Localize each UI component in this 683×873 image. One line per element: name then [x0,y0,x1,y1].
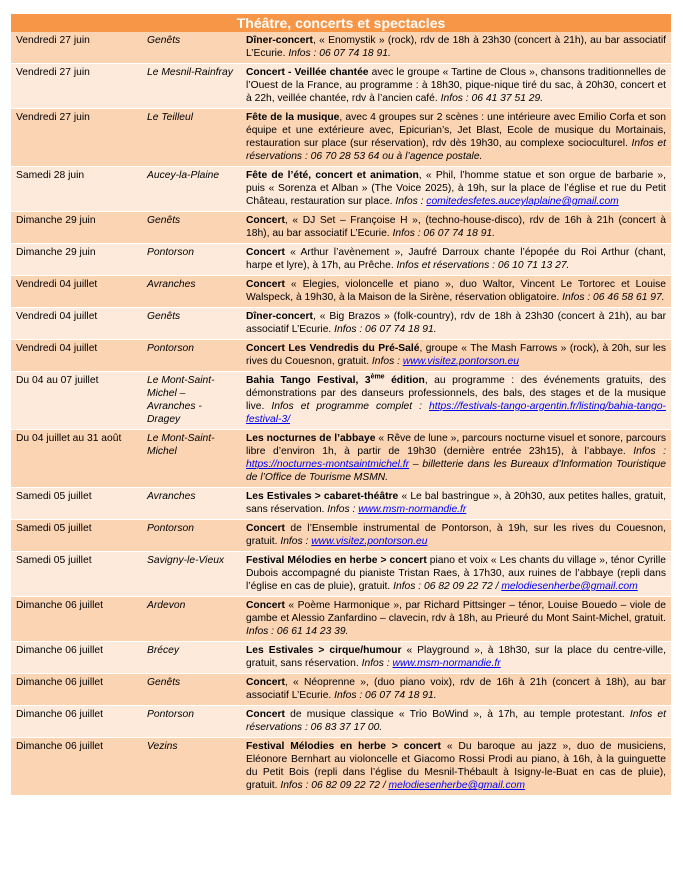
event-text: « Rêve de lune », parcours nocturne visuel et sonore, parcours libre d’environ 1h, à partir de 19h30 (dernière entrée 23h15), à l’abbaye. [246,433,666,457]
event-name: Festival Mélodies en herbe > concert [246,741,441,752]
event-info: Infos : [361,658,393,669]
section-title: Théâtre, concerts et spectacles [11,14,671,32]
event-place: Le Mont-Saint-Michel [142,430,241,488]
event-info: Infos : [280,536,312,547]
table-row [11,32,671,64]
event-info: Infos : 06 07 74 18 91. [334,324,437,335]
event-info: Infos : [327,504,359,515]
event-info: Infos : 06 82 09 22 72 / [393,581,502,592]
event-name: Les Estivales > cirque/humour [246,645,402,656]
event-text: de musique classique « Trio BoWind », à 17h, au temple protestant. [284,709,630,720]
event-name: Concert [246,523,285,534]
event-date: Samedi 05 juillet [11,488,142,520]
event-description [241,552,671,597]
event-place: Ardevon [142,597,241,642]
event-info: – billetterie dans les Bureaux d’Information Touristique de l’Office de Tourisme MSMN. [246,459,666,483]
table-row [11,167,671,212]
info-link[interactable]: www.visitez.pontorson.eu [311,536,428,547]
event-description [241,276,671,308]
event-description [241,212,671,244]
event-name: Les nocturnes de l’abbaye [246,433,376,444]
superscript-text: ème [370,373,385,381]
event-text: , « Big Brazos » (folk-country), rdv de 18h à 23h30 (concert à 21h), au bar associatif L’Ecurie. [246,311,666,335]
event-text: , « Phil, l’homme statue et son orgue de barbarie », puis « Sorenza et Alban » (The Voice 2025), à 19h, sur la place de l’église et rue du Petit Château, restauration sur place. [246,170,666,207]
info-link[interactable]: www.visitez.pontorson.eu [402,356,520,367]
event-name: Concert [246,247,285,258]
event-info: Infos : 06 82 09 22 72 / [280,780,389,791]
event-date: Vendredi 04 juillet [11,276,142,308]
info-link[interactable]: melodiesenherbe@gmail.com [388,780,525,791]
event-place: Pontorson [142,340,241,372]
table-row [11,64,671,109]
event-place: Genêts [142,212,241,244]
table-row [11,674,671,706]
event-date: Dimanche 06 juillet [11,706,142,738]
event-place: Genêts [142,308,241,340]
event-name: Les Estivales > cabaret-théâtre [246,491,399,502]
event-date: Samedi 28 juin [11,167,142,212]
event-description [241,642,671,674]
event-date: Vendredi 27 juin [11,64,142,109]
event-text: de l’Ensemble instrumental de Pontorson, à 19h, sur les rives du Couesnon, gratuit. [246,523,666,547]
event-description [241,109,671,167]
event-date: Dimanche 06 juillet [11,642,142,674]
table-row [11,244,671,276]
event-date: Dimanche 29 juin [11,244,142,276]
event-place: Vezins [142,738,241,796]
events-page [11,14,671,796]
events-table [11,32,671,796]
table-row [11,109,671,167]
event-name: Concert [246,600,285,611]
table-row [11,642,671,674]
event-info: Infos : 06 07 74 18 91. [392,228,496,239]
event-description [241,430,671,488]
event-date: Vendredi 27 juin [11,109,142,167]
event-place: Aucey-la-Plaine [142,167,241,212]
event-name: Dîner-concert [246,35,313,46]
table-row [11,520,671,552]
event-text: « Poème Harmonique », par Richard Pittsinger – ténor, Louise Bouedo – viole de gambe et Alessio Zanfardino – clavecin, rdv à 18h, au Prieuré du Mont Saint-Michel, gratuit. [246,600,666,624]
event-place: Brécey [142,642,241,674]
event-info: Infos et programme complet : [271,401,430,412]
event-place: Avranches [142,488,241,520]
table-row [11,597,671,642]
event-text: , « DJ Set – Françoise H », (techno-house-disco), rdv de 16h à 21h (concert à 18h), au bar associatif L’Ecurie. [246,215,666,239]
info-link[interactable]: https://festivals-tango-argentin.fr/listing/bahia-tango-festival-3/ [246,401,666,425]
event-info: Infos : [633,446,666,457]
event-text: « Du baroque au jazz », duo de musiciens, Eléonore Bernhart au violoncelle et Giacomo Rossi Prodi au piano, à 16h, à la guinguette du Petit Bois (repli dans l’église du Mesnil-Thébault à Isigny-le-Buat en cas de pluie), gratuit. [246,741,666,791]
event-place: Pontorson [142,520,241,552]
event-description [241,674,671,706]
info-link[interactable]: comitedesfetes.auceylaplaine@gmail.com [426,196,619,207]
event-place: Le Teilleul [142,109,241,167]
table-row [11,212,671,244]
info-link[interactable]: melodiesenherbe@gmail.com [501,581,638,592]
table-row [11,738,671,796]
event-name: Concert [246,279,285,290]
event-name: Fête de la musique [246,112,340,123]
event-text: « Playground », à 18h30, sur la place du centre-ville, gratuit, sans réservation. [246,645,666,669]
event-description [241,520,671,552]
table-row [11,430,671,488]
event-text: piano et voix « Les chants du village », ténor Cyrille Dubois accompagné du pianiste Tristan Raes, à 17h30, aux ruines de l’abbaye (repli dans l’église en cas de pluie), gratuit. [246,555,666,592]
event-date: Vendredi 04 juillet [11,340,142,372]
event-description [241,372,671,430]
event-name: édition [384,375,425,386]
event-place: Genêts [142,674,241,706]
event-description [241,597,671,642]
event-info: Infos : 06 41 37 51 29. [440,93,544,104]
event-date: Vendredi 27 juin [11,32,142,64]
event-date: Vendredi 04 juillet [11,308,142,340]
event-name: Concert [246,709,285,720]
table-row [11,340,671,372]
event-text: , « Enomystik » (rock), rdv de 18h à 23h30 (concert à 21h), au bar associatif L’Ecurie. [246,35,666,59]
events-table-body [11,32,671,796]
event-text: , groupe « The Mash Farrows » (rock), à 20h, sur les rives du Couesnon, gratuit. [246,343,667,367]
event-date: Du 04 au 07 juillet [11,372,142,430]
event-description [241,64,671,109]
event-info: Infos : 06 07 74 18 91. [288,48,391,59]
event-place: Le Mont-Saint-Michel – Avranches - Dragey [142,372,241,430]
event-date: Du 04 juillet au 31 août [11,430,142,488]
event-description [241,340,671,372]
event-place: Avranches [142,276,241,308]
table-row [11,706,671,738]
info-link[interactable]: www.msm-normandie.fr [392,658,501,669]
event-place: Genêts [142,32,241,64]
event-info: Infos : 06 07 74 18 91. [334,690,437,701]
event-info: Infos : [371,356,403,367]
info-link[interactable]: https://nocturnes-montsaintmichel.fr [246,459,410,470]
event-date: Dimanche 06 juillet [11,738,142,796]
event-name: Concert Les Vendredis du Pré-Salé [246,343,420,354]
event-date: Dimanche 29 juin [11,212,142,244]
event-text: , avec 4 groupes sur 2 scènes : une intérieure avec Emilio Corfa et son équipe et une extérieure avec, Epicurian’s, Jet Blast, Ecole de musique du Mortainais, restauration sur place (sur réservation), rdv dès 19h30, au complexe socioculturel. [246,112,666,149]
event-name: Bahia Tango Festival, 3 [246,375,371,386]
event-date: Samedi 05 juillet [11,552,142,597]
event-name: Concert [246,677,285,688]
table-row [11,308,671,340]
event-text: , au programme : des événements gratuits, des démonstrations par des danseurs professionnels, des bals, des stages et de la musique live. [246,375,666,412]
event-info: Infos et réservations : 06 70 28 53 64 ou à l’agence postale. [246,138,666,162]
event-info: Infos et réservations : 06 83 37 17 00. [246,709,666,733]
table-row [11,552,671,597]
event-description [241,167,671,212]
event-text: « Le bal bastringue », à 20h30, aux petites halles, gratuit, sans réservation. [246,491,667,515]
event-place: Savigny-le-Vieux [142,552,241,597]
event-name: Festival Mélodies en herbe > concert [246,555,427,566]
table-row [11,276,671,308]
event-description [241,308,671,340]
event-info: Infos : 06 46 58 61 97. [562,292,665,303]
event-text: « Elegies, violoncelle et piano », duo Waltor, Vincent Le Tortorec et Louise Walspeck, à 19h30, à la Maison de la Sirène, réservation obligatoire. [246,279,666,303]
event-info: Infos et réservations : 06 10 71 13 27. [396,260,570,271]
event-info: Infos : 06 61 14 23 39. [246,626,349,637]
event-info: Infos : [395,196,427,207]
event-name: Concert - Veillée chantée [246,67,369,78]
event-date: Dimanche 06 juillet [11,674,142,706]
event-place: Pontorson [142,244,241,276]
event-place: Pontorson [142,706,241,738]
info-link[interactable]: www.msm-normandie.fr [358,504,467,515]
event-name: Fête de l’été, concert et animation [246,170,419,181]
event-description [241,32,671,64]
event-date: Dimanche 06 juillet [11,597,142,642]
event-name: Dîner-concert [246,311,313,322]
event-text: « Arthur l’avènement », Jaufré Darroux chante l’épopée du Roi Arthur (chant, harpe et lyre), à 17h, au Prêche. [246,247,666,271]
event-date: Samedi 05 juillet [11,520,142,552]
event-description [241,706,671,738]
table-row [11,372,671,430]
event-description [241,738,671,796]
table-row [11,488,671,520]
event-description [241,244,671,276]
event-description [241,488,671,520]
event-place: Le Mesnil-Rainfray [142,64,241,109]
event-name: Concert [246,215,285,226]
event-text: avec le groupe « Tartine de Clous », chansons traditionnelles de l’Ouest de la France, au programme : à 18h30, pique-nique tiré du sac, à 20h30, concert et à 22h, veillée chantée, rdv à l’ancien café. [246,67,666,104]
event-text: , « Néoprenne », (duo piano voix), rdv de 16h à 21h (concert à 18h), au bar associatif L’Ecurie. [246,677,666,701]
